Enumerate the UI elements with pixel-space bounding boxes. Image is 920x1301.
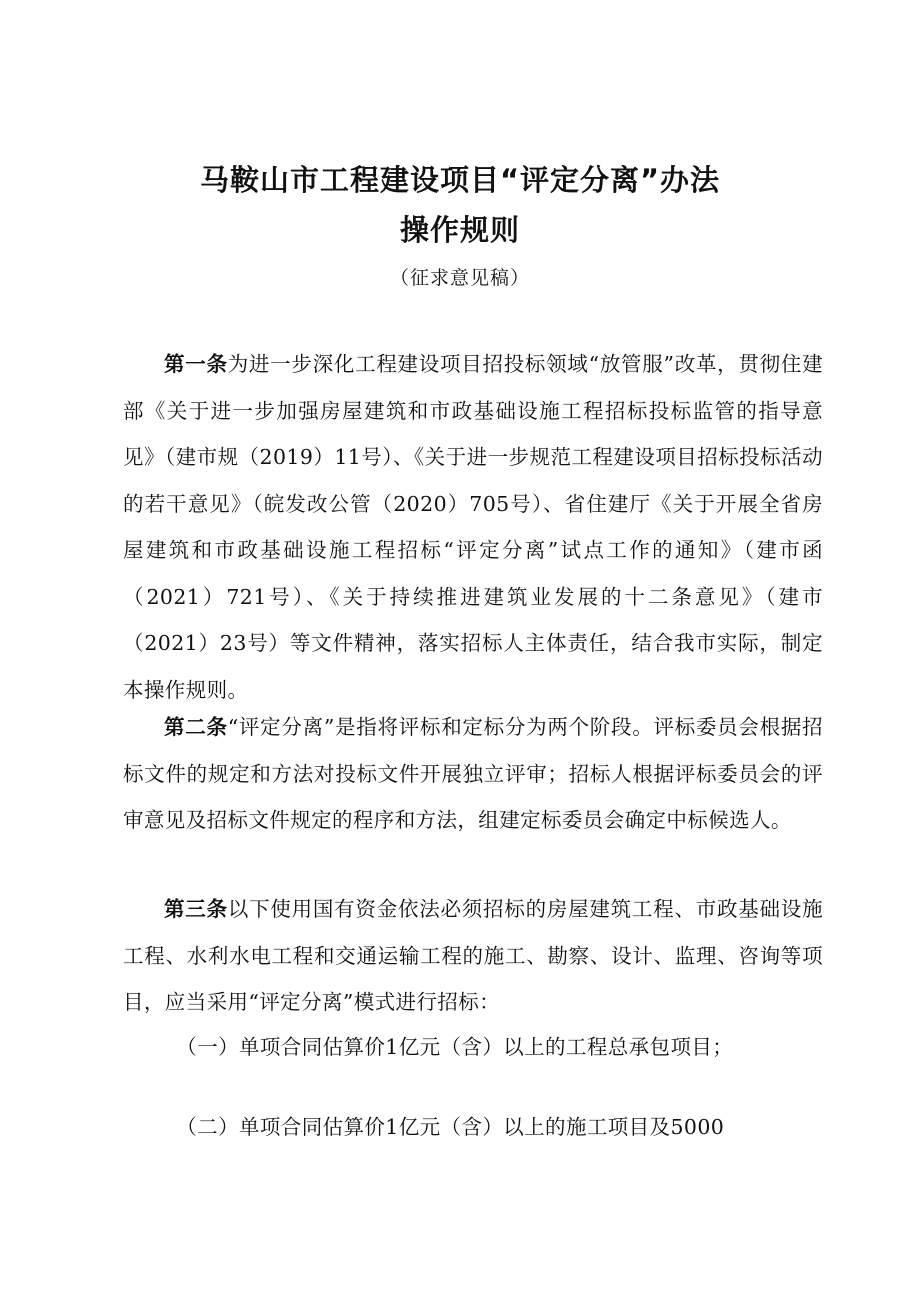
article-3-heading: 第三条 xyxy=(164,897,228,921)
article-1-text: 为进一步深化工程建设项目招投标领域“放管服”改革，贯彻住建部《关于进一步加强房屋建筑和市政基础设施工程招标投标监管的指导意见》（建市规（2019）11号）、《关于进一步规范工程建设项目招标投标活动的若干意见》（皖发改公管（2020）705号）、省住建厅《关于开展全省房屋建筑和市政基础设施工程招标“评定分离”试点工作的通知》（建市函（2021）721号）、《关于持续推进建筑业发展的十二条意见》（建市（2021）23号）等文件精神，落实招标人主体责任，结合我市实际，制定本操作规则。 xyxy=(123,352,824,702)
article-1-heading: 第一条 xyxy=(164,352,228,376)
article-2 xyxy=(123,704,823,844)
document-title-line1: 马鞍山市工程建设项目“评定分离”办法 xyxy=(199,163,721,197)
article-1 xyxy=(123,341,823,713)
article-2-text: “评定分离”是指将评标和定标分为两个阶段。评标委员会根据招标文件的规定和方法对投标文件开展独立评审；招标人根据评标委员会的评审意见及招标文件规定的程序和方法，组建定标委员会确定中标候选人。 xyxy=(123,715,824,832)
document-title-line2: 操作规则 xyxy=(399,213,520,247)
document-subtitle: （征求意见稿） xyxy=(389,267,530,289)
article-3 xyxy=(123,886,823,1026)
list-item-1: （一）单项合同估算价1亿元（含）以上的工程总承包项目； xyxy=(176,1035,734,1059)
list-item-2: （二）单项合同估算价1亿元（含）以上的施工项目及5000 xyxy=(176,1115,725,1139)
article-3-text: 以下使用国有资金依法必须招标的房屋建筑工程、市政基础设施工程、水利水电工程和交通运输工程的施工、勘察、设计、监理、咨询等项目，应当采用“评定分离”模式进行招标： xyxy=(123,897,823,1014)
article-2-heading: 第二条 xyxy=(164,715,228,739)
